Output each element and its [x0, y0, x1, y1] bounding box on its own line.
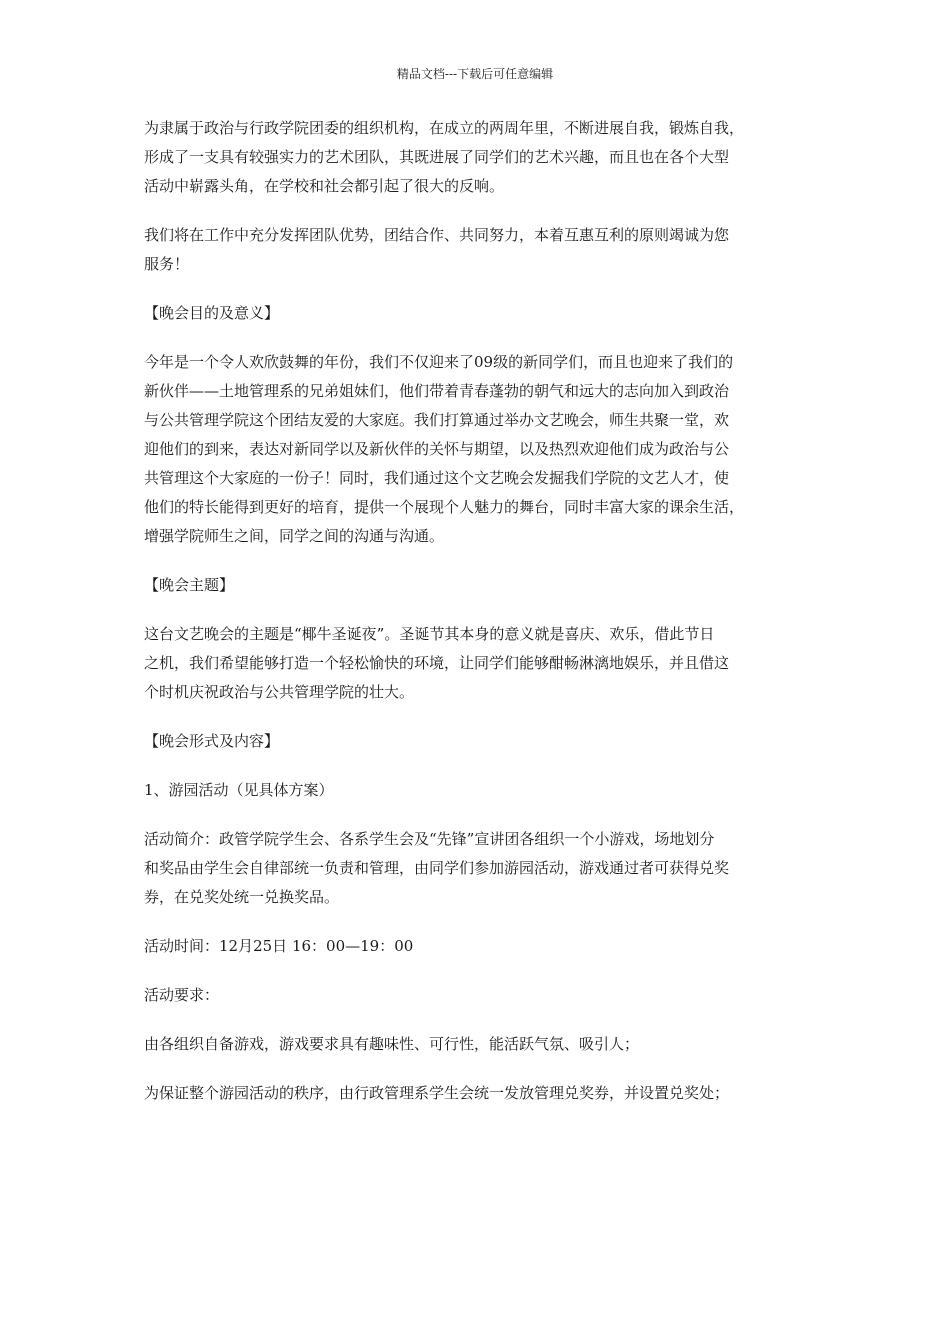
text-line: 活动时间：12月25日 16：00—19：00 [144, 937, 414, 955]
text-line: 迎他们的到来，表达对新同学以及新伙伴的关怀与期望，以及热烈欢迎他们成为政治与公 [144, 440, 730, 458]
text-line: 共管理这个大家庭的一份子！同时，我们通过这个文艺晚会发掘我们学院的文艺人才，使 [144, 469, 730, 487]
text-line: 之机，我们希望能够打造一个轻松愉快的环境，让同学们能够酣畅淋漓地娱乐，并且借这 [144, 654, 730, 672]
text-line: 服务！ [144, 255, 190, 273]
text-line: 他们的特长能得到更好的培育，提供一个展现个人魅力的舞台，同时丰富大家的课余生活， [144, 498, 745, 516]
section-heading-theme [144, 571, 804, 600]
section-heading-purpose [144, 299, 804, 328]
text-line: 为保证整个游园活动的秩序，由行政管理系学生会统一发放管理兑奖券，并设置兑奖处； [144, 1084, 730, 1102]
text-line: 券，在兑奖处统一兑换奖品。 [144, 888, 340, 906]
heading-line: 【晚会主题】 [144, 576, 235, 594]
heading-line: 【晚会目的及意义】 [144, 304, 280, 322]
text-line: 1、游园活动（见具体方案） [144, 781, 334, 799]
text-line: 增强学院师生之间，同学之间的沟通与沟通。 [144, 527, 445, 545]
paragraph-requirement-1 [144, 1030, 804, 1059]
paragraph-requirement-2 [144, 1079, 804, 1108]
section-heading-format [144, 727, 804, 756]
document-body [144, 114, 804, 1128]
paragraph-intro [144, 114, 804, 201]
list-item-garden-activity [144, 776, 804, 805]
paragraph-service [144, 221, 804, 279]
paragraph-activity-time [144, 932, 804, 961]
paragraph-purpose [144, 348, 804, 551]
paragraph-activity-intro [144, 825, 804, 912]
text-line: 活动简介：政管学院学生会、各系学生会及“先锋”宣讲团各组织一个小游戏，场地划分 [144, 830, 715, 848]
heading-line: 【晚会形式及内容】 [144, 732, 280, 750]
text-line: 活动要求： [144, 986, 220, 1004]
text-line: 为隶属于政治与行政学院团委的组织机构，在成立的两周年里，不断进展自我，锻炼自我， [144, 119, 745, 137]
text-line: 与公共管理学院这个团结友爱的大家庭。我们打算通过举办文艺晚会，师生共聚一堂，欢 [144, 411, 730, 429]
paragraph-theme [144, 620, 804, 707]
text-line: 今年是一个令人欢欣鼓舞的年份，我们不仅迎来了09级的新同学们，而且也迎来了我们的 [144, 353, 734, 371]
text-line: 我们将在工作中充分发挥团队优势，团结合作、共同努力，本着互惠互利的原则竭诚为您 [144, 226, 730, 244]
text-line: 这台文艺晚会的主题是“椰牛圣诞夜”。圣诞节其本身的意义就是喜庆、欢乐，借此节日 [144, 625, 715, 643]
paragraph-activity-requirements [144, 981, 804, 1010]
text-line: 新伙伴——土地管理系的兄弟姐妹们，他们带着青春蓬勃的朝气和远大的志向加入到政治 [144, 382, 730, 400]
page-header: 精品文档---下载后可任意编辑 [396, 67, 554, 81]
text-line: 活动中崭露头角，在学校和社会都引起了很大的反响。 [144, 177, 505, 195]
text-line: 和奖品由学生会自律部统一负责和管理，由同学们参加游园活动，游戏通过者可获得兑奖 [144, 859, 730, 877]
text-line: 个时机庆祝政治与公共管理学院的壮大。 [144, 683, 415, 701]
text-line: 由各组织自备游戏，游戏要求具有趣味性、可行性，能活跃气氛、吸引人； [144, 1035, 640, 1053]
text-line: 形成了一支具有较强实力的艺术团队，其既进展了同学们的艺术兴趣，而且也在各个大型 [144, 148, 730, 166]
